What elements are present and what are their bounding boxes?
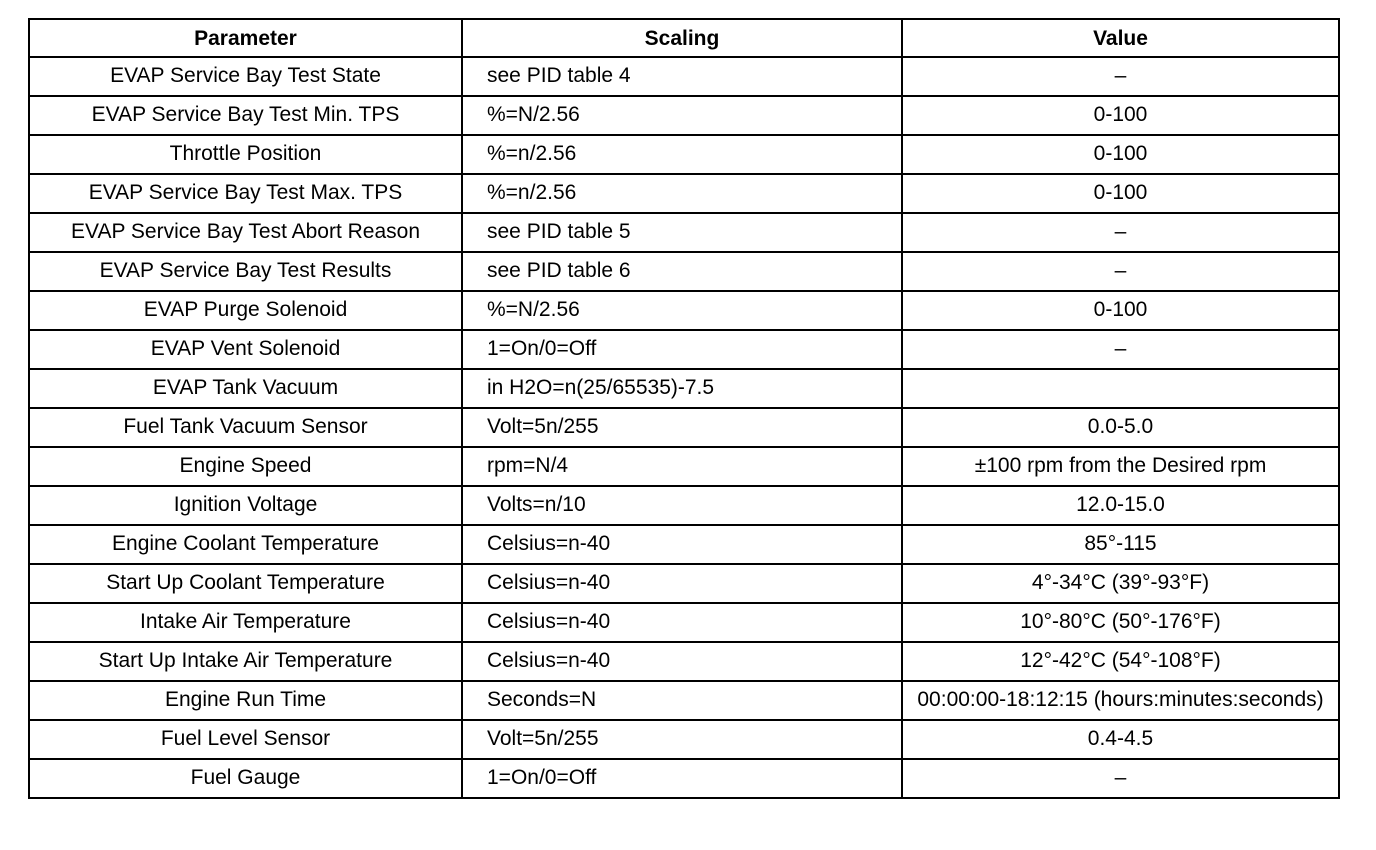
value-cell: 12°-42°C (54°-108°F) xyxy=(902,642,1339,681)
table-row xyxy=(29,681,1339,720)
parameter-cell: EVAP Service Bay Test State xyxy=(29,57,462,96)
value-cell: 00:00:00-18:12:15 (hours:minutes:seconds) xyxy=(902,681,1339,720)
value-cell: 0-100 xyxy=(902,96,1339,135)
value-cell: – xyxy=(902,252,1339,291)
parameter-cell: EVAP Service Bay Test Abort Reason xyxy=(29,213,462,252)
table-row xyxy=(29,759,1339,798)
value-cell: ±100 rpm from the Desired rpm xyxy=(902,447,1339,486)
parameter-cell: Fuel Tank Vacuum Sensor xyxy=(29,408,462,447)
value-cell: 12.0-15.0 xyxy=(902,486,1339,525)
parameter-cell: EVAP Vent Solenoid xyxy=(29,330,462,369)
parameter-cell: Ignition Voltage xyxy=(29,486,462,525)
table-row xyxy=(29,720,1339,759)
header-scaling: Scaling xyxy=(462,19,902,57)
value-cell: 0-100 xyxy=(902,291,1339,330)
parameter-cell: EVAP Tank Vacuum xyxy=(29,369,462,408)
scaling-cell: in H2O=n(25/65535)-7.5 xyxy=(462,369,902,408)
header-parameter: Parameter xyxy=(29,19,462,57)
parameter-cell: Start Up Coolant Temperature xyxy=(29,564,462,603)
header-value: Value xyxy=(902,19,1339,57)
value-cell: 0-100 xyxy=(902,174,1339,213)
scaling-cell: see PID table 6 xyxy=(462,252,902,291)
value-cell: 85°-115 xyxy=(902,525,1339,564)
table-row xyxy=(29,135,1339,174)
parameter-cell: Fuel Gauge xyxy=(29,759,462,798)
table-row xyxy=(29,564,1339,603)
table-row xyxy=(29,252,1339,291)
scaling-cell: Celsius=n-40 xyxy=(462,603,902,642)
parameter-cell: Intake Air Temperature xyxy=(29,603,462,642)
table-body xyxy=(29,57,1339,798)
table-row xyxy=(29,603,1339,642)
parameter-cell: Start Up Intake Air Temperature xyxy=(29,642,462,681)
scaling-cell: see PID table 4 xyxy=(462,57,902,96)
scaling-cell: Celsius=n-40 xyxy=(462,525,902,564)
scaling-cell: Celsius=n-40 xyxy=(462,564,902,603)
parameter-cell: Fuel Level Sensor xyxy=(29,720,462,759)
table-row xyxy=(29,369,1339,408)
parameter-cell: EVAP Service Bay Test Min. TPS xyxy=(29,96,462,135)
scaling-cell: %=n/2.56 xyxy=(462,135,902,174)
parameter-cell: Throttle Position xyxy=(29,135,462,174)
scaling-cell: %=n/2.56 xyxy=(462,174,902,213)
table-row xyxy=(29,174,1339,213)
table-row xyxy=(29,330,1339,369)
scaling-cell: %=N/2.56 xyxy=(462,96,902,135)
value-cell: – xyxy=(902,759,1339,798)
value-cell xyxy=(902,369,1339,408)
header-row xyxy=(29,19,1339,57)
value-cell: 0.0-5.0 xyxy=(902,408,1339,447)
parameter-cell: Engine Run Time xyxy=(29,681,462,720)
parameter-cell: Engine Coolant Temperature xyxy=(29,525,462,564)
scaling-cell: rpm=N/4 xyxy=(462,447,902,486)
scaling-cell: Volts=n/10 xyxy=(462,486,902,525)
parameter-cell: EVAP Purge Solenoid xyxy=(29,291,462,330)
pid-table xyxy=(28,18,1340,799)
scaling-cell: 1=On/0=Off xyxy=(462,759,902,798)
scaling-cell: Volt=5n/255 xyxy=(462,720,902,759)
table-row xyxy=(29,525,1339,564)
scaling-cell: 1=On/0=Off xyxy=(462,330,902,369)
scaling-cell: Seconds=N xyxy=(462,681,902,720)
scaling-cell: %=N/2.56 xyxy=(462,291,902,330)
table-row xyxy=(29,486,1339,525)
value-cell: 4°-34°C (39°-93°F) xyxy=(902,564,1339,603)
scaling-cell: Celsius=n-40 xyxy=(462,642,902,681)
table-header xyxy=(29,19,1339,57)
value-cell: – xyxy=(902,213,1339,252)
parameter-cell: Engine Speed xyxy=(29,447,462,486)
table-row xyxy=(29,408,1339,447)
value-cell: – xyxy=(902,330,1339,369)
value-cell: 10°-80°C (50°-176°F) xyxy=(902,603,1339,642)
table-row xyxy=(29,447,1339,486)
table-row xyxy=(29,57,1339,96)
value-cell: – xyxy=(902,57,1339,96)
value-cell: 0.4-4.5 xyxy=(902,720,1339,759)
parameter-cell: EVAP Service Bay Test Max. TPS xyxy=(29,174,462,213)
scaling-cell: Volt=5n/255 xyxy=(462,408,902,447)
table-row xyxy=(29,96,1339,135)
value-cell: 0-100 xyxy=(902,135,1339,174)
scaling-cell: see PID table 5 xyxy=(462,213,902,252)
table-row xyxy=(29,213,1339,252)
table-row xyxy=(29,642,1339,681)
parameter-cell: EVAP Service Bay Test Results xyxy=(29,252,462,291)
table-row xyxy=(29,291,1339,330)
